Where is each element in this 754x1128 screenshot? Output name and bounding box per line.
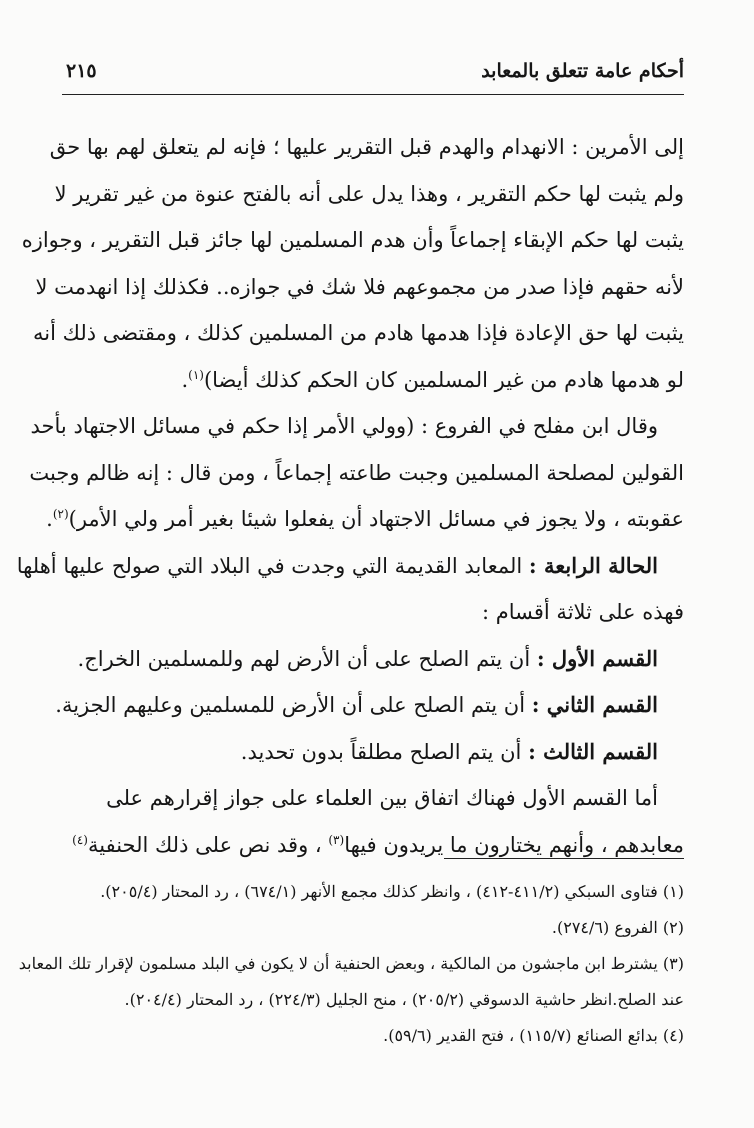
text-segment: يثبت لها حق الإعادة فإذا هدمها هادم من المسلمين كذلك ، ومقتضى ذلك أنه bbox=[33, 321, 684, 345]
footnote-separator bbox=[444, 858, 684, 859]
text-segment: ولم يثبت لها حكم التقرير ، وهذا يدل على أنه بالفتح عنوة من غير تقرير لا bbox=[54, 181, 684, 206]
footnote-ref[interactable]: (٣) bbox=[328, 832, 345, 847]
text-line bbox=[78, 729, 684, 776]
text-segment: أن يتم الصلح مطلقاً بدون تحديد. bbox=[240, 739, 529, 764]
text-segment: أما القسم الأول فهناك اتفاق بين العلماء على جواز إقرارهم على bbox=[106, 786, 658, 810]
footnote-ref[interactable]: (٤) bbox=[72, 832, 88, 847]
section-heading: الحالة الرابعة : bbox=[528, 552, 658, 578]
text-line bbox=[29, 450, 684, 497]
footnote-ref[interactable]: (١) bbox=[188, 367, 204, 382]
text-segment: لأنه حقهم فإذا صدر من مجموعهم فلا شك في جوازه.. فكذلك إذا انهدمت لا bbox=[35, 274, 684, 299]
text-segment: لو هدمها هادم من غير المسلمين كان الحكم كذلك أيضا) bbox=[203, 367, 684, 392]
footnote-item: (٢) الفروع (٢٧٤/٦). bbox=[551, 918, 684, 937]
text-segment: . bbox=[46, 507, 53, 531]
section-heading: القسم الثاني : bbox=[531, 692, 658, 717]
text-line bbox=[78, 636, 684, 683]
text-segment: القولين لمصلحة المسلمين وجبت طاعته إجماعاً ، ومن قال : إنه ظالم وجبت bbox=[29, 460, 684, 485]
text-segment: وقال ابن مفلح في الفروع : (وولي الأمر إذا حكم في مسائل الاجتهاد بأحد bbox=[30, 414, 658, 438]
footnote-item: (١) فتاوى السبكي (٤١١/٢-٤١٢) ، وانظر كذلك مجمع الأنهر (٦٧٤/١) ، رد المحتار (٢٠٥/٤). bbox=[100, 882, 684, 901]
main-text bbox=[16, 124, 684, 868]
page-number: ٢١٥ bbox=[66, 60, 97, 82]
section-heading: القسم الثالث : bbox=[528, 738, 658, 764]
text-line bbox=[21, 217, 684, 264]
text-segment: إلى الأمرين : الانهدام والهدم قبل التقرير عليها ؛ فإنه لم يتعلق لهم بها حق bbox=[49, 135, 684, 159]
running-title: أحكام عامة تتعلق بالمعابد bbox=[481, 60, 684, 82]
footnote-ref[interactable]: (٢) bbox=[52, 507, 69, 521]
text-line bbox=[16, 543, 684, 590]
text-line bbox=[46, 496, 684, 543]
text-segment: معابدهم ، وأنهم يختارون ما يريدون فيها bbox=[344, 832, 684, 857]
text-line bbox=[35, 264, 684, 311]
text-segment: أن يتم الصلح على أن الأرض لهم وللمسلمين الخراج. bbox=[77, 646, 537, 671]
text-line bbox=[78, 589, 684, 636]
text-segment: يثبت لها حكم الإبقاء إجماعاً وأن هدم المسلمين لها جائز قبل التقرير ، وجوازه bbox=[21, 228, 684, 252]
text-segment: ، وقد نص على ذلك الحنفية bbox=[87, 832, 329, 857]
text-line bbox=[55, 682, 684, 729]
footnote-item: (٣) يشترط ابن ماجشون من المالكية ، وبعض الحنفية أن لا يكون في البلد مسلمون لإقرار تلك المعابد bbox=[18, 954, 684, 973]
text-line bbox=[78, 357, 684, 404]
text-line bbox=[72, 822, 684, 869]
footnotes bbox=[18, 874, 684, 1054]
text-segment: . bbox=[181, 367, 189, 392]
text-segment: أن يتم الصلح على أن الأرض للمسلمين وعليهم الجزية. bbox=[55, 693, 532, 717]
text-segment: عقوبته ، ولا يجوز في مسائل الاجتهاد أن يفعلوا شيئا بغير أمر ولي الأمر) bbox=[68, 507, 684, 531]
footnote-item: (٤) بدائع الصنائع (١١٥/٧) ، فتح القدير (٥٩/٦). bbox=[383, 1026, 684, 1045]
text-segment: المعابد القديمة التي وجدت في البلاد التي صولح عليها أهلها bbox=[16, 553, 529, 578]
section-heading: القسم الأول : bbox=[536, 645, 658, 671]
text-segment: فهذه على ثلاثة أقسام : bbox=[482, 600, 684, 624]
text-line bbox=[49, 124, 684, 171]
text-line bbox=[30, 403, 684, 450]
text-line bbox=[33, 310, 684, 357]
footnote-item: عند الصلح.انظر حاشية الدسوقي (٢٠٥/٢) ، منح الجليل (٢٢٤/٣) ، رد المحتار (٢٠٤/٤). bbox=[124, 990, 684, 1009]
text-line bbox=[54, 171, 684, 218]
text-line bbox=[78, 775, 684, 822]
page-header bbox=[62, 58, 684, 95]
